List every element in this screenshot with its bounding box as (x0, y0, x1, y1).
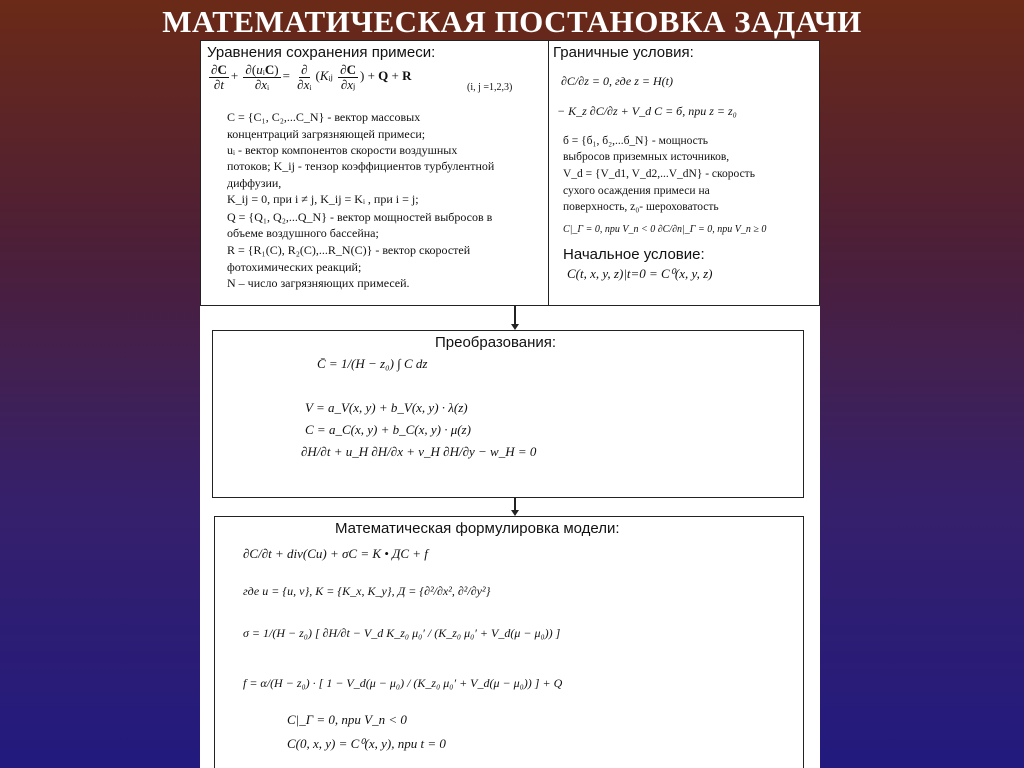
boundary-eq-2: − K_z ∂C/∂z + V_d C = б, при z = z₀ (557, 104, 737, 118)
model-box (214, 516, 804, 768)
conservation-heading: Уравнения сохранения примеси: (207, 44, 436, 61)
model-heading: Математическая формулировка модели: (335, 520, 620, 537)
transform-box (212, 330, 804, 498)
boundary-eq-1: ∂C/∂z = 0, где z = H(t) (561, 74, 673, 88)
conservation-indices: (i, j =1,2,3) (467, 82, 513, 93)
initial-equation: C(t, x, y, z)|t=0 = C⁰(x, y, z) (567, 266, 713, 281)
boundary-desc: поверхность, z₀- шероховатость (563, 201, 719, 213)
model-eq-4: f = α/(H − z₀) · [ 1 − V_d(μ − μ₀) / (K_z₀ μ₀′ + V_d(μ − μ₀)) ] + Q (243, 676, 563, 690)
model-eq-1: ∂C/∂t + div(Cu) + σC = K • ДC + f (243, 546, 428, 561)
model-eq-6: C(0, x, y) = C⁰(x, y), при t = 0 (287, 736, 446, 751)
conservation-line: диффузии, (227, 176, 282, 190)
transform-eq-2: V = a_V(x, y) + b_V(x, y) · λ(z) (305, 400, 468, 415)
transform-heading: Преобразования: (435, 334, 557, 351)
conservation-line: C = {C₁, C₂,...C_N} - вектор массовых (227, 110, 421, 124)
conservation-line: фотохимических реакций; (227, 260, 362, 274)
initial-heading: Начальное условие: (563, 246, 705, 263)
content-sheet (200, 40, 820, 768)
conservation-line: R = {R₁(C), R₂(C),...R_N(C)} - вектор скоростей (227, 243, 471, 257)
conservation-line: N – число загрязняющих примесей. (227, 276, 410, 290)
model-eq-3: σ = 1/(H − z₀) [ ∂H/∂t − V_d K_z₀ μ₀′ / (K_z₀ μ₀′ + V_d(μ − μ₀)) ] (243, 626, 561, 640)
boundary-heading: Граничные условия: (553, 44, 694, 61)
conservation-line: uᵢ - вектор компонентов скорости воздушных (227, 143, 458, 157)
transform-eq-4: ∂H/∂t + u_H ∂H/∂x + v_H ∂H/∂y − w_H = 0 (301, 444, 537, 459)
flow-arrow-line (514, 306, 516, 326)
conservation-equation: $\frac{\partial C}{\partial t}$ + $\frac{\text{∂(uᵢC)}}{\text{∂xᵢ}}$ = $\frac{\partial}{\text{∂xᵢ}}$ (Kᵢⱼ $\frac{\partial C}{\text{∂xⱼ}}$ ) + Q + R (211, 62, 412, 92)
boundary-desc: выбросов приземных источников, (563, 151, 730, 163)
boundary-eq-3: C|_Γ = 0, при V_n < 0 ∂C/∂n|_Γ = 0, при V_n ≥ 0 (563, 224, 767, 235)
conservation-line: объеме воздушного бассейна; (227, 226, 379, 240)
boundary-desc: сухого осаждения примеси на (563, 185, 710, 197)
transform-eq-1: C̄ = 1/(H − z₀) ∫ C dz (317, 356, 428, 371)
boundary-box (548, 40, 820, 306)
conservation-box (200, 40, 550, 306)
boundary-desc: V_d = {V_d1, V_d2,...V_dN} - скорость (563, 168, 755, 180)
conservation-line: Q = {Q₁, Q₂,...Q_N} - вектор мощностей выбросов в (227, 210, 493, 224)
boundary-desc: б = {б₁, б₂,...б_N} - мощность (563, 135, 709, 147)
model-eq-5: C|_Γ = 0, при V_n < 0 (287, 712, 407, 727)
model-eq-2: где u = {u, v}, K = {K_x, K_y}, Д = {∂²/∂x², ∂²/∂y²} (243, 584, 491, 598)
conservation-line: потоков; K_ij - тензор коэффициентов турбулентной (227, 159, 495, 173)
slide-title: МАТЕМАТИЧЕСКАЯ ПОСТАНОВКА ЗАДАЧИ (162, 4, 862, 39)
conservation-line: K_ij = 0, при i ≠ j, K_ij = Kᵢ , при i = j; (227, 192, 419, 206)
transform-eq-3: C = a_C(x, y) + b_C(x, y) · μ(z) (305, 422, 471, 437)
conservation-line: концентраций загрязняющей примеси; (227, 127, 426, 141)
